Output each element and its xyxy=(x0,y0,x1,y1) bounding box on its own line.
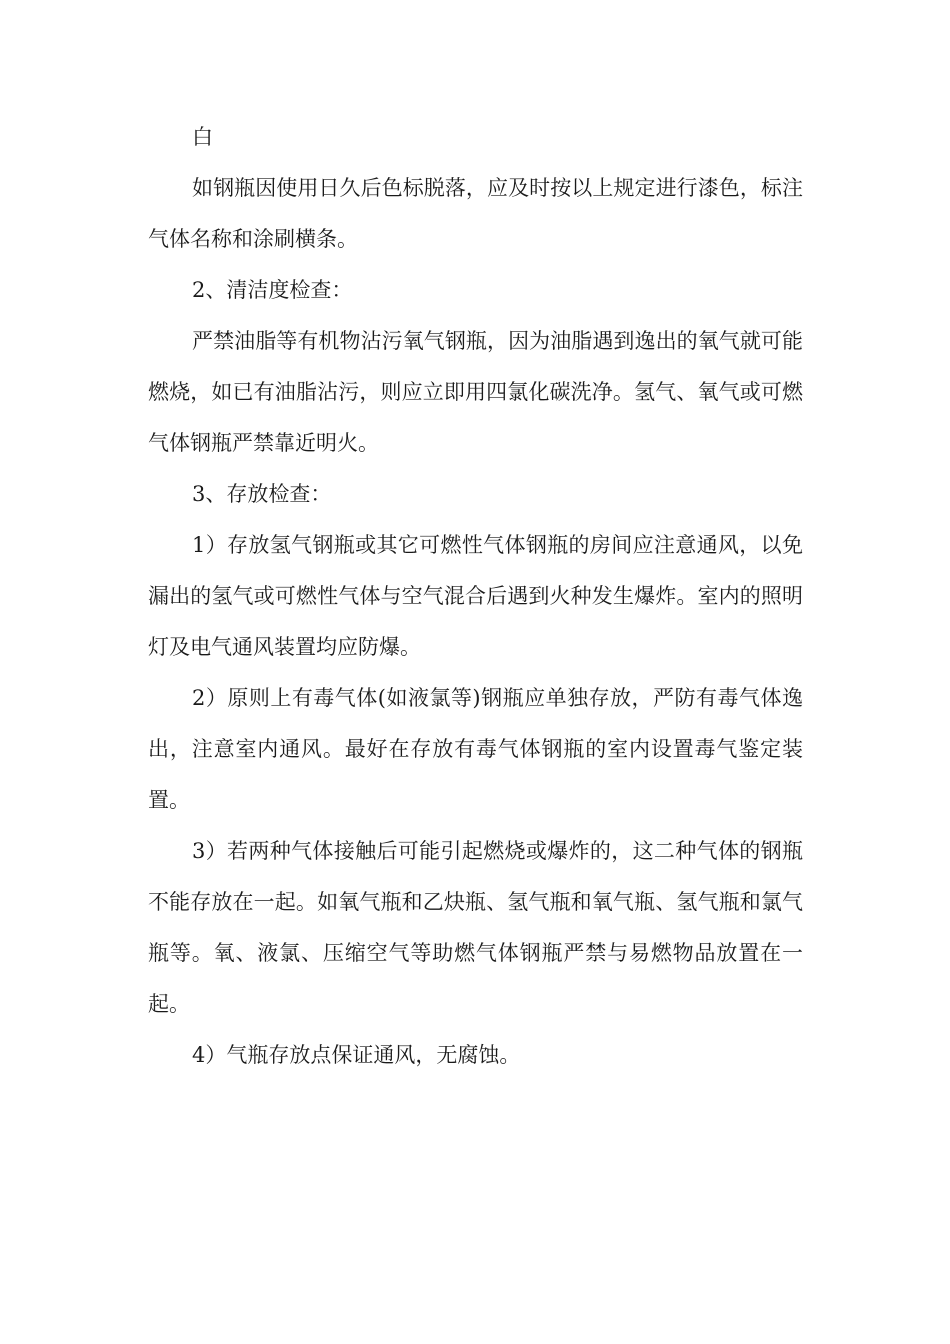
heading-storage-check: 3、存放检查： xyxy=(192,482,332,506)
paragraph-continuation: 白 xyxy=(192,125,213,149)
document-body xyxy=(148,112,803,1081)
heading-cleanliness-check: 2、清洁度检查： xyxy=(192,278,353,302)
paragraph-storage-item-4: 4）气瓶存放点保证通风，无腐蚀。 xyxy=(192,1043,521,1067)
paragraph-storage-item-1: 1）存放氢气钢瓶或其它可燃性气体钢瓶的房间应注意通风，以免漏出的氢气或可燃性气体与空气混合后遇到火种发生爆炸。室内的照明灯及电气通风装置均应防爆。 xyxy=(148,533,803,659)
paragraph-storage-item-3: 3）若两种气体接触后可能引起燃烧或爆炸的，这二种气体的钢瓶不能存放在一起。如氧气瓶和乙炔瓶、氢气瓶和氧气瓶、氢气瓶和氯气瓶等。氧、液氯、压缩空气等助燃气体钢瓶严禁与易燃物品放置在一起。 xyxy=(148,839,803,1016)
paragraph-color-mark-repaint: 如钢瓶因使用日久后色标脱落，应及时按以上规定进行漆色，标注气体名称和涂刷横条。 xyxy=(148,176,803,251)
paragraph-storage-item-2: 2）原则上有毒气体(如液氯等)钢瓶应单独存放，严防有毒气体逸出，注意室内通风。最好在存放有毒气体钢瓶的室内设置毒气鉴定装置。 xyxy=(148,686,803,812)
paragraph-oil-contamination: 严禁油脂等有机物沾污氧气钢瓶，因为油脂遇到逸出的氧气就可能燃烧，如已有油脂沾污，则应立即用四氯化碳洗净。氢气、氧气或可燃气体钢瓶严禁靠近明火。 xyxy=(148,329,803,455)
